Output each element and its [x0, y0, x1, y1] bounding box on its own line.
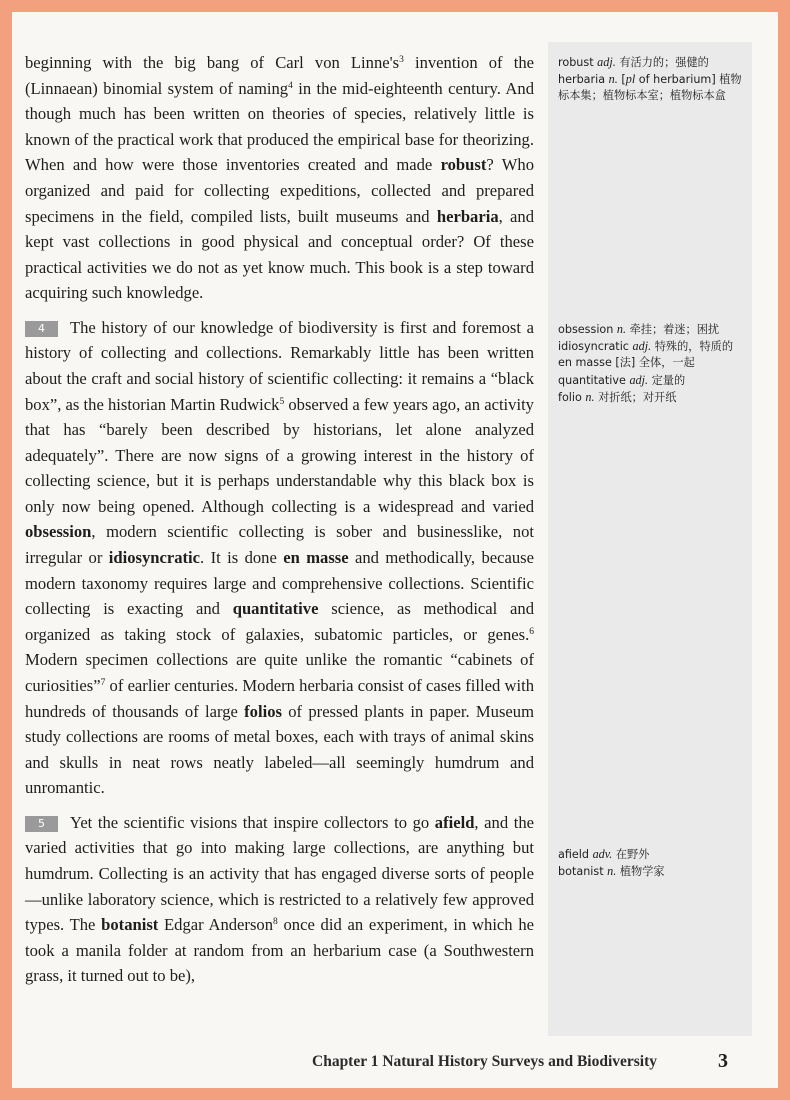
gloss-pos: n.: [607, 864, 617, 879]
text-run: of earlier centuries. Modern herbaria consist of cases filled with hundreds of thousands of large: [25, 676, 534, 721]
vocabulary-margin-column: [548, 42, 752, 1036]
gloss-text: [: [617, 73, 626, 87]
vocab-word-idiosyncratic: idiosyncratic: [108, 548, 201, 568]
text-run: invention of the (Linnaean) binomial system of naming: [25, 53, 534, 98]
page-number: 3: [718, 1050, 728, 1072]
footnote-marker: 7: [100, 678, 106, 689]
gloss-definition: 定量的: [648, 373, 686, 387]
gloss-definition: 特殊的，特质的: [651, 340, 734, 354]
gloss-entry-idiosyncratic: [558, 338, 752, 355]
gloss-pos: pl: [625, 72, 636, 87]
gloss-word: herbaria: [558, 73, 606, 87]
vocab-word-quantitative: quantitative: [232, 599, 319, 619]
footnote-marker: 3: [399, 55, 404, 65]
paragraph-number-badge: 4: [25, 321, 58, 337]
paragraph-number-badge: 5: [25, 816, 58, 832]
gloss-block-3: [558, 846, 752, 880]
gloss-pos: n.: [585, 389, 595, 404]
gloss-pos: adv.: [592, 847, 613, 861]
text-run: Yet the scientific visions that inspire collectors to go: [70, 812, 435, 832]
text-run: in the mid-eighteenth century. And though much has been written on theories of species, relatively little is known of the practical work that produced the empirical base for theorizing. When and how were those inventories created and made: [25, 78, 534, 175]
footnote-marker: 6: [529, 626, 534, 637]
text-run: ? Who organized and paid for collecting expeditions, collected and prepared specimens in the field, compiled lists, built museums and: [25, 155, 534, 226]
gloss-entry-en-masse: en masse [法] 全体，一起: [558, 356, 695, 370]
paragraph-4: [25, 315, 534, 801]
text-run: Edgar Anderson: [158, 915, 274, 935]
gloss-word: afield: [558, 848, 589, 861]
vocab-word-robust: robust: [440, 155, 487, 175]
paragraph-3: [25, 50, 534, 306]
vocab-word-afield: afield: [434, 812, 475, 832]
text-run: observed a few years ago, an activity that has “barely been described by historians, let alone analyzed adequately”. There are now signs of a growing interest in the history of collecting science, but it is perhaps understandable why this black box is only now being opened. Although collecting is a widespread and varied: [25, 394, 534, 516]
gloss-entry-folio: [558, 389, 752, 406]
gloss-entry-afield: [558, 846, 752, 863]
running-footer-chapter-title: Chapter 1 Natural History Surveys and Biodiversity: [312, 1053, 658, 1070]
paragraph-5: [25, 810, 534, 989]
gloss-definition: 对折纸；对开纸: [594, 390, 677, 404]
gloss-word: folio: [558, 390, 582, 404]
main-text: [25, 50, 534, 989]
gloss-definition: 植物学家: [616, 865, 665, 879]
gloss-definition: 有活力的；强健的: [615, 56, 709, 69]
text-run: science, as methodical and organized as taking stock of galaxies, subatomic particles, or genes.: [25, 599, 534, 644]
text-run: , modern scientific collecting is sober and businesslike, not irregular or: [25, 522, 534, 568]
gloss-pos: n.: [608, 72, 618, 87]
gloss-word: robust: [558, 56, 594, 69]
text-run: . It is done: [200, 548, 284, 568]
text-run: once did an experiment, in which he took a manila folder at random from an herbarium case (a Southwestern grass, it turned out to be),: [25, 915, 534, 986]
vocab-word-folios: folios: [244, 701, 282, 721]
vocab-word-herbaria: herbaria: [436, 206, 499, 226]
footnote-marker: 5: [279, 396, 285, 407]
text-run: , and kept vast collections in good physical and conceptual order? Of these practical activities we do not as yet know much. This book is a step toward acquiring such knowledge.: [25, 206, 534, 303]
gloss-pos: adj.: [632, 339, 652, 354]
gloss-word: obsession: [558, 323, 614, 336]
gloss-entry-robust: [558, 54, 752, 71]
footnote-marker: 4: [288, 80, 293, 91]
gloss-word: idiosyncratic: [558, 340, 629, 354]
book-page: [12, 12, 778, 1088]
gloss-entry-obsession: [558, 321, 752, 338]
text-run: and methodically, because modern taxonomy requires large and comprehensive collections. Scientific collecting is exacting and: [25, 548, 534, 619]
text-run: The history of our knowledge of biodiversity is first and foremost a history of collecting and collections. Remarkably little has been written about the craft and social history of scientific collecting: it remains a “black box”, as the historian Martin Rudwick: [25, 317, 534, 414]
vocab-word-en-masse: en masse: [283, 548, 349, 568]
gloss-pos: n.: [616, 322, 627, 336]
gloss-pos: adj.: [629, 372, 649, 387]
gloss-definition: 牵挂；着迷；困扰: [626, 323, 720, 336]
gloss-entry-botanist: [558, 863, 752, 880]
gloss-pos: adj.: [597, 55, 616, 69]
gloss-word: botanist: [558, 865, 604, 879]
vocab-word-botanist: botanist: [101, 915, 159, 935]
text-run: , and the varied activities that go into making large collections, are anything but humdrum. Collecting is an activity that has engaged diverse sorts of people—unlike laboratory science, which is restricted to a relatively few approved types. The: [25, 812, 534, 935]
gloss-entry-herbaria: [558, 71, 752, 104]
gloss-block-1: [558, 54, 752, 105]
text-run: beginning with the big bang of Carl von Linne's: [25, 53, 400, 72]
gloss-block-2: [558, 321, 752, 406]
text-run: of pressed plants in paper. Museum study collections are rooms of metal boxes, each with trays of animal skins and skulls in neat rows neatly labeled—all seemingly humdrum and unromantic.: [25, 701, 534, 798]
gloss-word: quantitative: [558, 373, 626, 387]
gloss-definition: of herbarium] 植物标本集；植物标本室；植物标本盒: [558, 73, 742, 103]
vocab-word-obsession: obsession: [25, 522, 92, 542]
gloss-definition: 在野外: [612, 848, 650, 861]
footnote-marker: 8: [273, 917, 278, 928]
gloss-entry-quantitative: [558, 372, 752, 389]
text-run: Modern specimen collections are quite unlike the romantic “cabinets of curiosities”: [25, 650, 534, 696]
